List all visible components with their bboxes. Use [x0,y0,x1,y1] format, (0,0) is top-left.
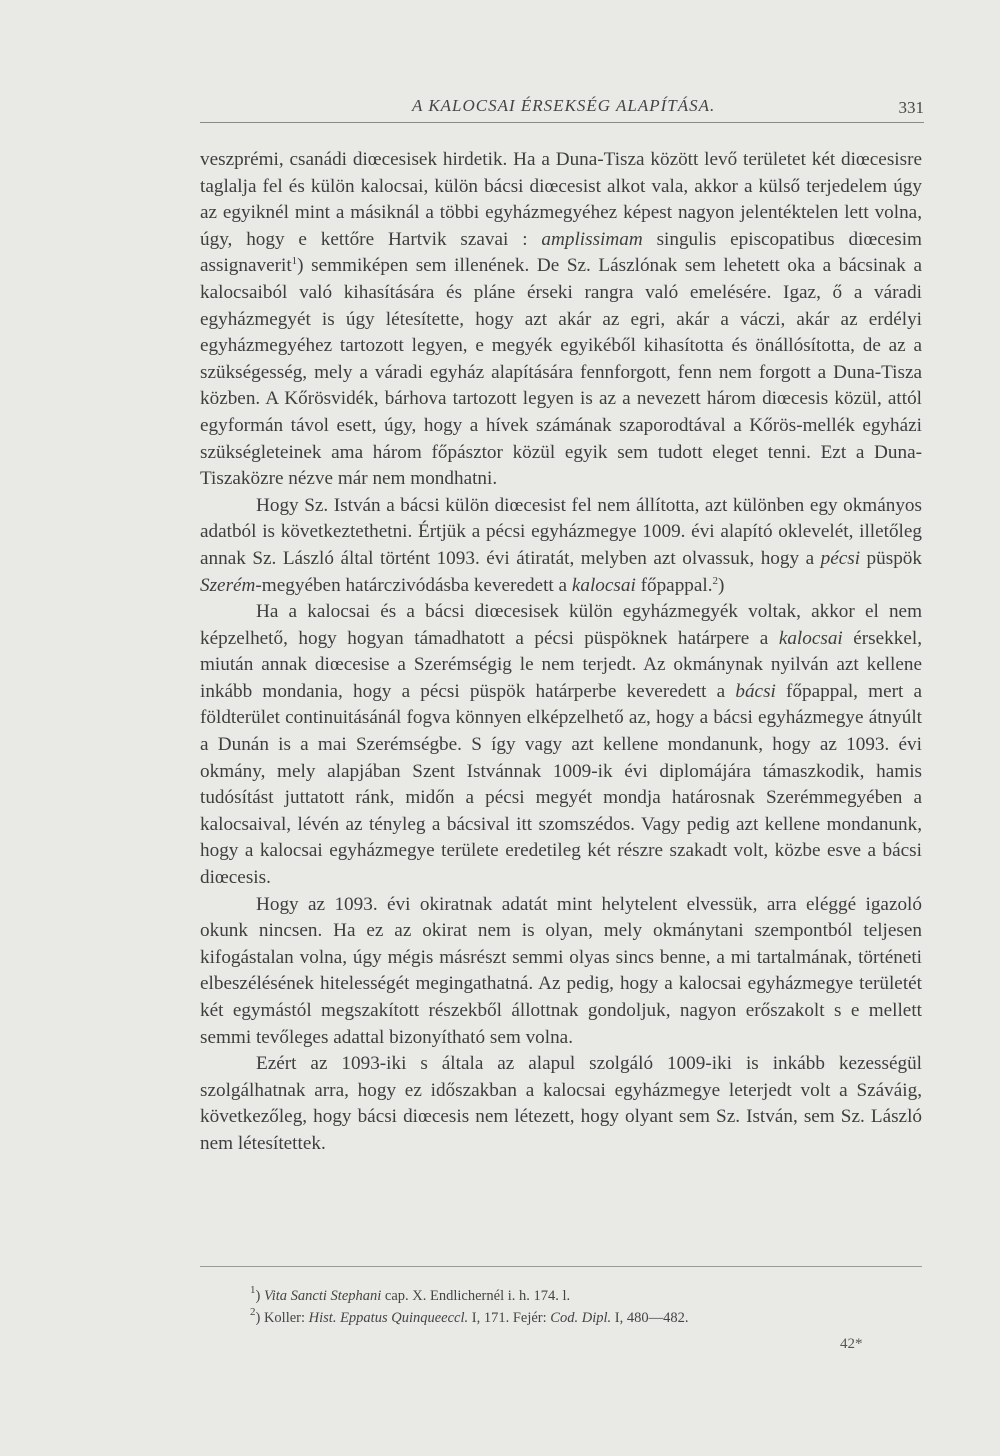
footnote-marker: 2 [712,574,719,587]
paragraph [200,147,922,493]
running-title: A KALOCSAI ÉRSEKSÉG ALAPÍTÁSA. [412,96,716,115]
text-run: ) [255,1288,264,1304]
text-run: Ezért az 1093-iki s általa az alapul szolgáló 1009-iki is inkább kezességül szolgálhatnak arra, hogy ez időszakban a kalocsai egyházmegye leterjedt volt a Száváig, következőleg, hogy bácsi diœcesis nem létezett, hogy olyant sem Sz. István, sem Sz. László nem létesítettek. [200,1053,922,1154]
footnote-marker: 1 [291,255,298,268]
text-run: Hogy Sz. István a bácsi külön diœcesist fel nem állította, azt különben egy okmányos adatból is következtethetni. Értjük a pécsi egyházmegye 1009. évi alapító oklevelét, illetőleg annak Sz. László által történt 1093. évi átiratát, melyben azt olvassuk, hogy a [200,494,922,569]
text-run: Hogy az 1093. évi okiratnak adatát mint helytelent elvessük, arra eléggé igazoló okunk nincsen. Ha ez az okirat nem is olyan, mely okmánytani szempontból teljesen kifogástalan volna, úgy mégis másrészt semmi olyas sincs benne, a mi tartalmának, történeti elbeszélésének hitelességét megingathatná. Az pedig, hogy a kalocsai egyházmegye területét két egymástól megszakított részekből állottnak gondoljuk, nagyon erőszakolt s e mellett semmi tevőleges adattal bizonyítható sem volna. [200,893,922,1048]
text-run: I, 171. Fejér: [468,1310,551,1326]
main-text [200,147,922,1158]
paragraph [200,599,922,892]
italic-text: Vita Sancti Stephani [263,1288,382,1304]
footnote-divider [200,1266,922,1267]
italic-text: amplissimam [541,228,643,250]
text-run: veszprémi, csanádi diœcesisek hirdetik. Ha a Duna-Tisza között levő területet két diœcesisre taglalja fel és külön kalocsai, külön bácsi diœcesist alkot vala, akkor a külső terjedelem úgy az egyiknél mint a másiknál a többi egyházmegyéhez képest nagyon jelentéktelen lett volna, úgy, hogy e kettőre Hartvik szavai : [200,149,922,250]
text-run: Ha a kalocsai és a bácsi diœcesisek külön egyházmegyék voltak, akkor el nem képzelhető, hogy hogyan támadhatott a pécsi püspöknek határpere a [200,601,922,649]
text-run: érsekkel, miután annak diœcesise a Szerémségig le nem terjedt. Az okmánynak nyilván azt kellene inkább mondania, hogy a pécsi püspök határperbe keveredett a [200,627,922,702]
text-run: főpappal, mert a földterület continuitásánál fogva könnyen elképzelhető az, hogy a bácsi egyházmegye átnyúlt a Dunán is a mai Szerémségbe. S így vagy azt kellene mondanunk, hogy az 1093. évi okmány, mely alapjában Szent Istvánnak 1009-ik évi diplomájára támaszkodik, hamis tudósítást juttatott ránk, midőn a pécsi megyét mondja határosnak Szerémmegyében a kalocsaival, lévén az tényleg a bácsival itt szomszédos. Vagy pedig azt kellene mondanunk, hogy a kalocsai egyházmegye területe eredetileg két részre szakadt volt, közbe esve a bácsi diœcesis. [200,680,922,889]
paragraph [200,493,922,599]
footnote [250,1285,890,1307]
italic-text: Hist. Eppatus Quinqueeccl. [308,1310,469,1326]
signature-mark: 42* [840,1336,863,1352]
italic-text: kalocsai [571,574,636,596]
page-header [200,96,924,123]
footnote-marker: 2 [250,1306,256,1318]
italic-text: pécsi [820,547,861,569]
text-run: püspök [860,547,922,569]
footnote-marker: 1 [250,1284,256,1296]
paragraph [200,1051,922,1157]
italic-text: Cod. Dipl. [550,1310,612,1326]
text-run: cap. X. Endlichernél i. h. 174. l. [381,1288,571,1304]
text-run: -megyében határczivódásba keveredett a [255,574,572,596]
text-run: ) semmiképen sem illenének. De Sz. Lászlónak sem lehetett oka a bácsinak a kalocsaiból való kihasítására és pláne érseki rangra való emelésére. Igaz, ő a váradi egyházmegyét is úgy létesítette, hogy azt akár az egri, akár a váczi, akár az erdélyi egyházmegyéhez tartozott legyen, e megyék egyikéből kihasította és önállósította, de az a szükségesség, mely a váradi egyház alapítására fennforgott, fenn nem forgott a Duna-Tisza közben. A Kőrösvidék, bárhova tartozott legyen is az a nevezett három diœcesis közül, attól egyformán távol esett, úgy, hogy a hívek számának szaporodtával a Kőrös-mellék egyházi szükségleteinek ama három főpásztor közül egyik sem tudott eleget tenni. Ezt a Duna-Tiszaközre nézve már nem mondhatni. [200,255,922,490]
text-run: singulis episcopatibus diœcesim assignaverit [200,228,922,277]
text-run: ) [718,574,725,596]
italic-text: Szerém [200,574,256,596]
italic-text: kalocsai [778,627,843,649]
text-run: főpappal. [635,574,713,596]
text-run: I, 480—482. [611,1310,689,1326]
paragraph [200,892,922,1052]
italic-text: bácsi [735,680,776,702]
page-number: 331 [898,98,924,117]
footnotes [250,1285,890,1329]
footnote [250,1307,890,1329]
text-run: ) Koller: [255,1310,309,1326]
